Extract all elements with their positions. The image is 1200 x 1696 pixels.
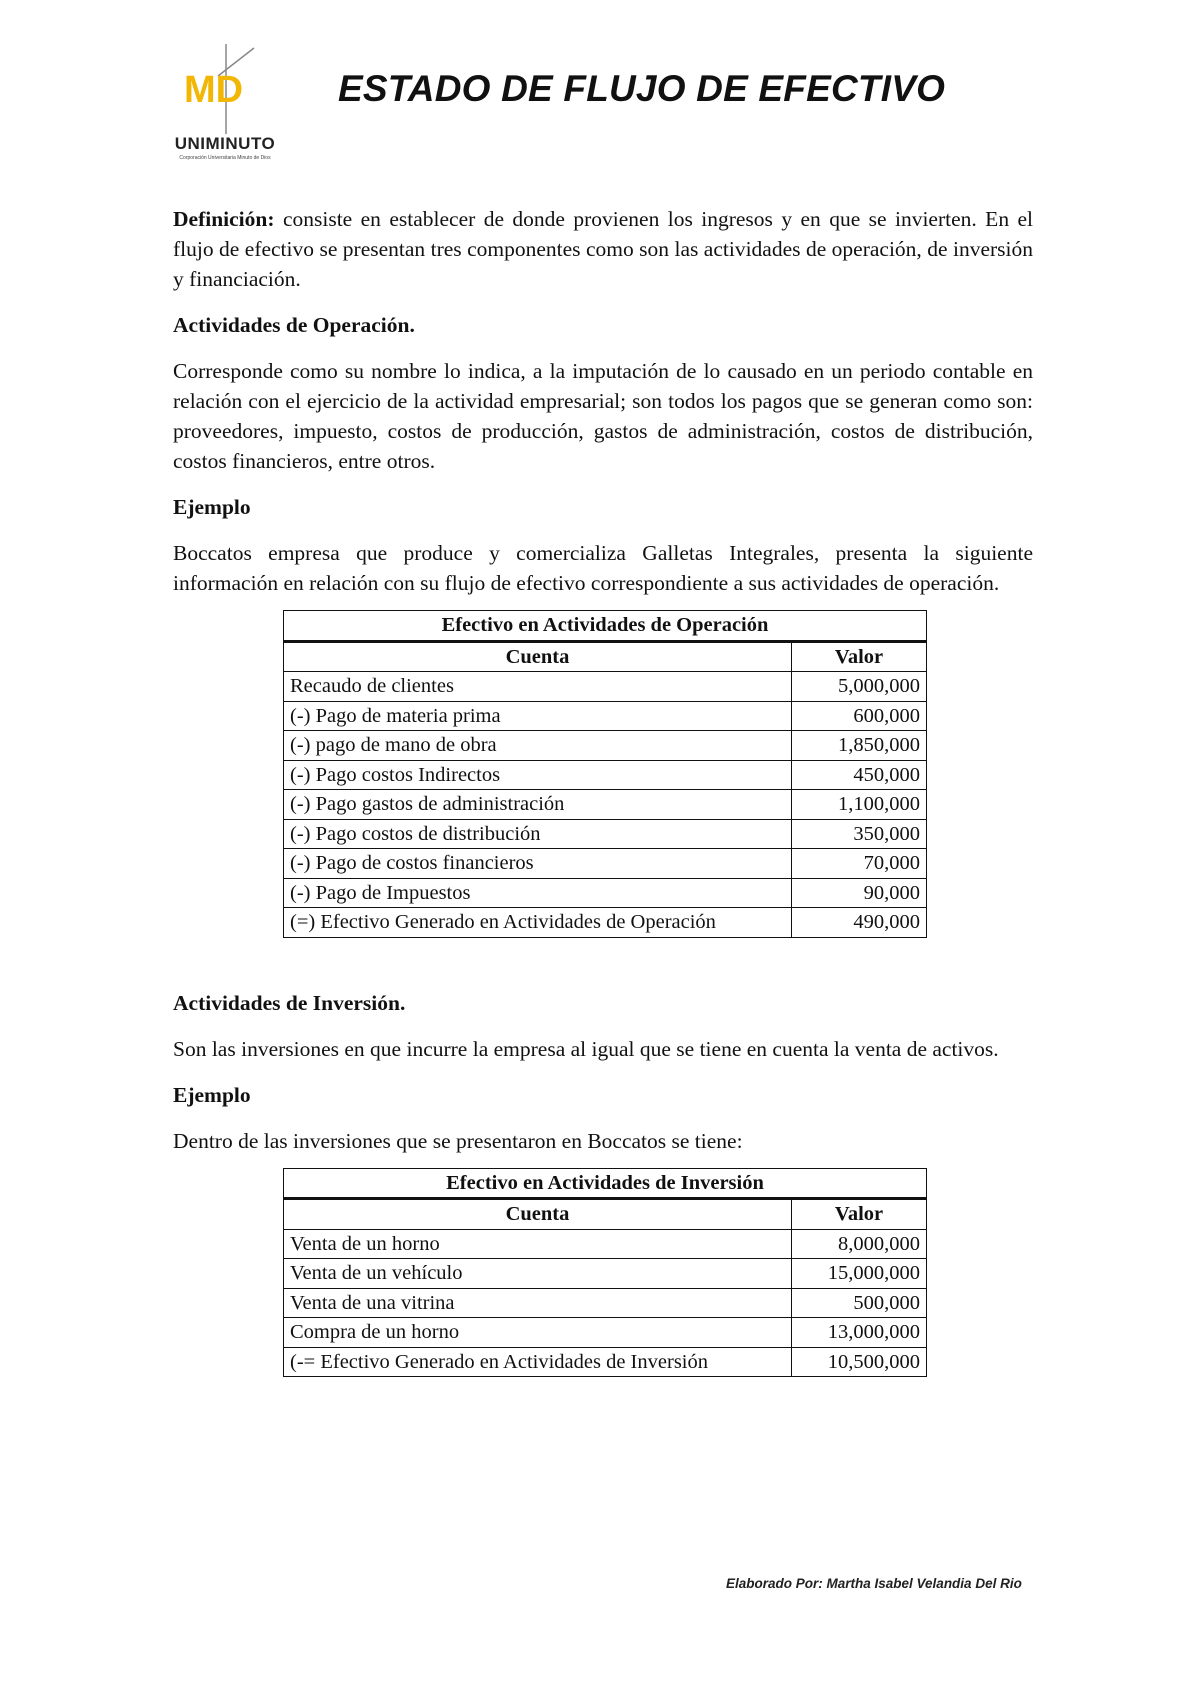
value-cell: 450,000 [792, 760, 927, 790]
value-cell: 90,000 [792, 878, 927, 908]
table-row [284, 878, 927, 908]
operacion-example-heading: Ejemplo [173, 495, 251, 519]
table-row [284, 1229, 927, 1259]
logo-monogram: MD [184, 69, 244, 111]
table-row [284, 908, 927, 938]
table-row [284, 1288, 927, 1318]
column-header-value: Valor [792, 1199, 927, 1230]
page-title: ESTADO DE FLUJO DE EFECTIVO [338, 68, 946, 109]
value-cell: 600,000 [792, 701, 927, 731]
document-body [173, 204, 1033, 1377]
inversion-description: Son las inversiones en que incurre la empresa al igual que se tiene en cuenta la venta de activos. [173, 1036, 999, 1061]
table-row [284, 819, 927, 849]
table-row [284, 1347, 927, 1377]
account-cell: (-) Pago costos Indirectos [284, 760, 792, 790]
account-cell: Venta de una vitrina [284, 1288, 792, 1318]
account-cell: (-) pago de mano de obra [284, 731, 792, 761]
table-row [284, 1259, 927, 1289]
value-cell: 10,500,000 [792, 1347, 927, 1377]
value-cell: 13,000,000 [792, 1318, 927, 1348]
inversion-table [283, 1168, 927, 1378]
logo-subtitle: Corporación Universitaria Minuto de Dios [179, 155, 271, 161]
value-cell: 1,850,000 [792, 731, 927, 761]
operacion-example-text: Boccatos empresa que produce y comercializa Galletas Integrales, presenta la siguiente información en relación con su flujo de efectivo correspondiente a sus actividades de operación. [173, 541, 1033, 595]
inversion-table-caption: Efectivo en Actividades de Inversión [284, 1168, 927, 1199]
account-cell: (=) Efectivo Generado en Actividades de Operación [284, 908, 792, 938]
account-cell: (-) Pago costos de distribución [284, 819, 792, 849]
account-cell: (-) Pago de Impuestos [284, 878, 792, 908]
column-header-account: Cuenta [284, 641, 792, 672]
account-cell: Venta de un vehículo [284, 1259, 792, 1289]
table-row [284, 731, 927, 761]
value-cell: 70,000 [792, 849, 927, 879]
table-row [284, 790, 927, 820]
operacion-description: Corresponde como su nombre lo indica, a la imputación de lo causado en un periodo contable en relación con el ejercicio de la actividad empresarial; son todos los pagos que se generan como son: proveedores, impuesto, costos de producción, gastos de administración, costos de distribución, costos financieros, entre otros. [173, 359, 1033, 473]
md-monogram-icon [184, 42, 264, 134]
account-cell: (-) Pago de costos financieros [284, 849, 792, 879]
account-cell: Compra de un horno [284, 1318, 792, 1348]
inversion-heading: Actividades de Inversión. [173, 990, 406, 1015]
table-row [284, 760, 927, 790]
value-cell: 5,000,000 [792, 672, 927, 702]
table-row [284, 672, 927, 702]
value-cell: 15,000,000 [792, 1259, 927, 1289]
value-cell: 490,000 [792, 908, 927, 938]
operacion-heading: Actividades de Operación. [173, 313, 415, 337]
account-cell: Venta de un horno [284, 1229, 792, 1259]
column-header-value: Valor [792, 641, 927, 672]
operacion-table [283, 610, 927, 938]
account-cell: (-= Efectivo Generado en Actividades de Inversión [284, 1347, 792, 1377]
footer-author: Elaborado Por: Martha Isabel Velandia Del Rio [726, 1576, 1022, 1591]
operacion-table-caption: Efectivo en Actividades de Operación [284, 611, 927, 642]
table-row [284, 1318, 927, 1348]
value-cell: 350,000 [792, 819, 927, 849]
uniminuto-logo [170, 42, 280, 162]
logo-name: UNIMINUTO [174, 134, 276, 153]
definition-label: Definición: [173, 207, 275, 231]
account-cell: (-) Pago gastos de administración [284, 790, 792, 820]
account-cell: Recaudo de clientes [284, 672, 792, 702]
inversion-example-text: Dentro de las inversiones que se presentaron en Boccatos se tiene: [173, 1128, 743, 1153]
value-cell: 1,100,000 [792, 790, 927, 820]
account-cell: (-) Pago de materia prima [284, 701, 792, 731]
value-cell: 500,000 [792, 1288, 927, 1318]
table-row [284, 849, 927, 879]
inversion-example-heading: Ejemplo [173, 1082, 251, 1107]
column-header-account: Cuenta [284, 1199, 792, 1230]
table-row [284, 701, 927, 731]
value-cell: 8,000,000 [792, 1229, 927, 1259]
definition-paragraph [173, 204, 1033, 294]
definition-text: consiste en establecer de donde provienen los ingresos y en que se invierten. En el flujo de efectivo se presentan tres componentes como son las actividades de operación, de inversión y financiación. [173, 207, 1033, 291]
